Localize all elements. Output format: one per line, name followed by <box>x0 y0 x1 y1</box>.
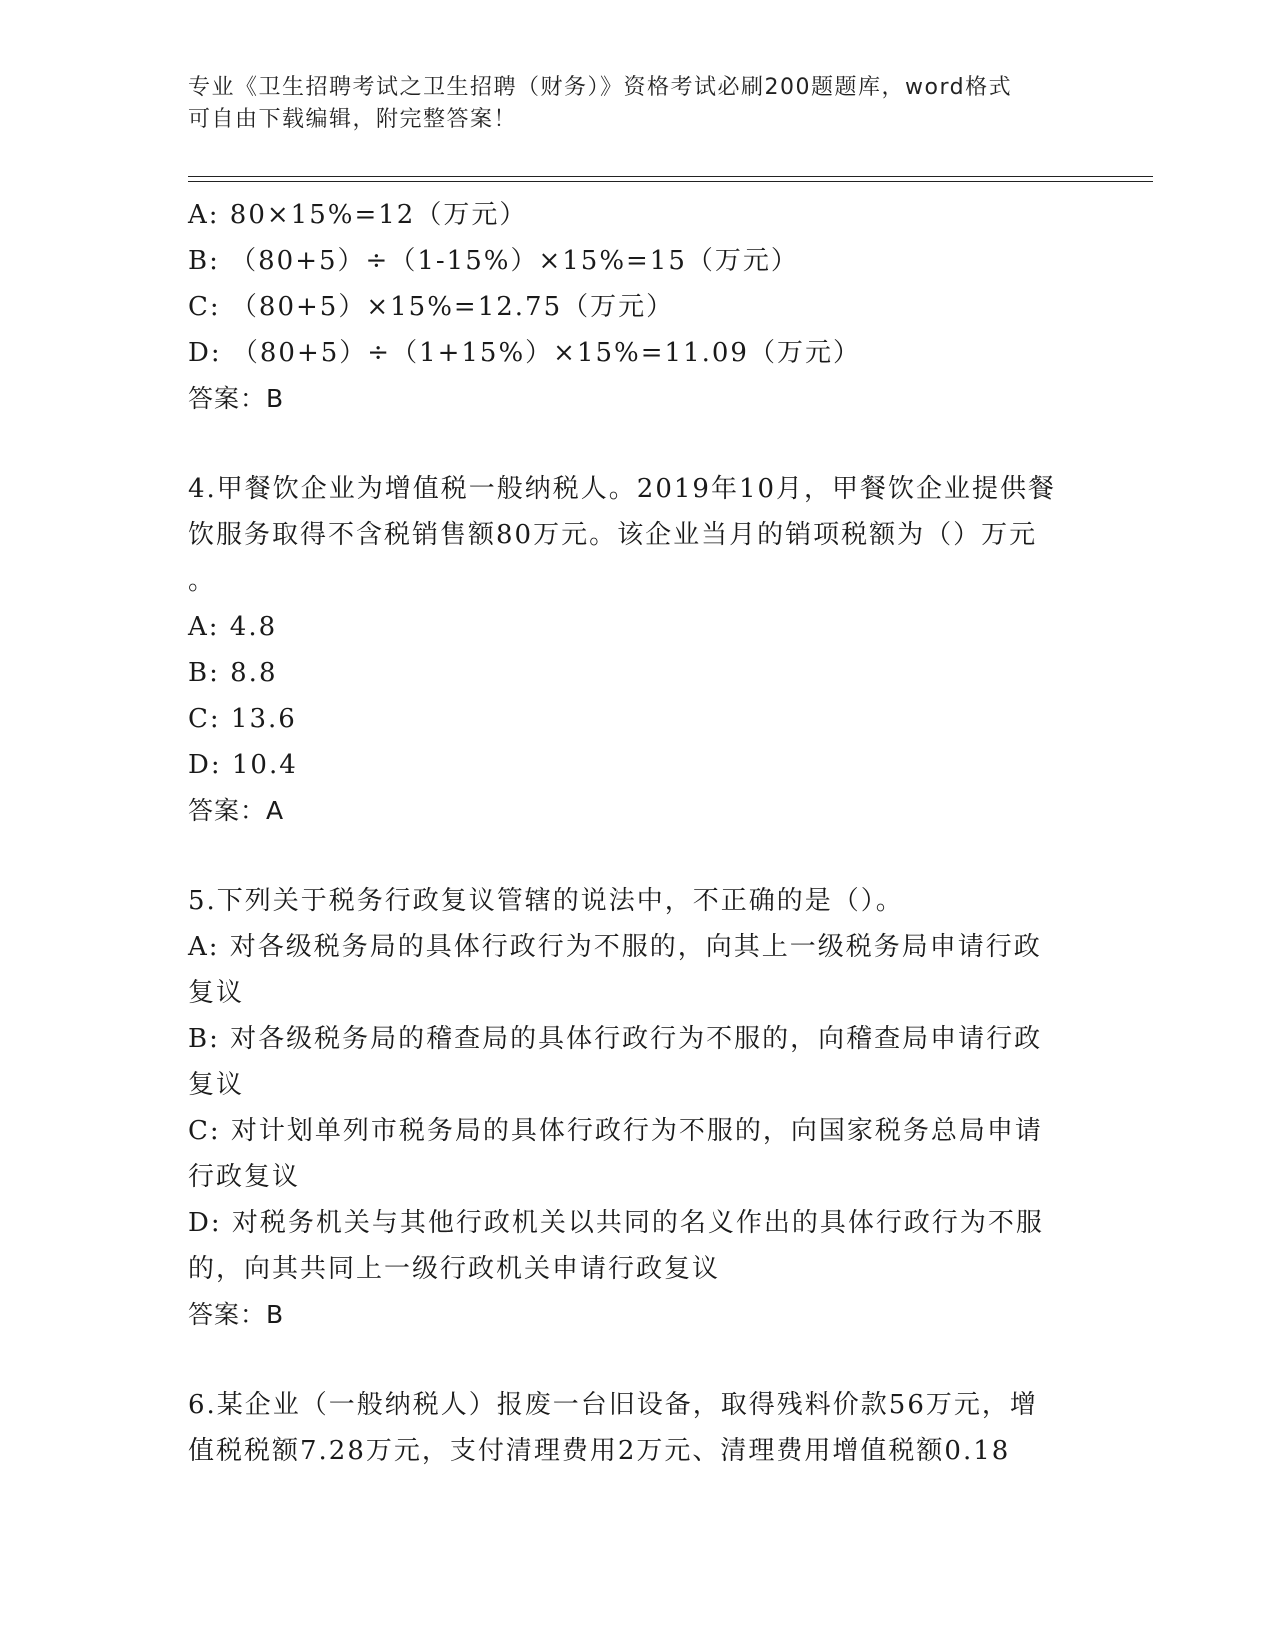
spacer <box>188 834 1088 878</box>
q5-option-c-line-2: 行政复议 <box>188 1162 301 1192</box>
q4-stem-line-3: 。 <box>188 566 217 596</box>
q4-stem-line-1: 4.甲餐饮企业为增值税一般纳税人。2019年10月，甲餐饮企业提供餐 <box>188 474 1057 504</box>
spacer <box>188 422 1088 466</box>
q5-option-b-line-2: 复议 <box>188 1070 245 1100</box>
q4-stem-line-2: 饮服务取得不含税销售额80万元。该企业当月的销项税额为（）万元 <box>188 520 1038 550</box>
q5-stem-line-1: 5.下列关于税务行政复议管辖的说法中，不正确的是（）。 <box>188 886 904 916</box>
header-divider-bottom <box>188 181 1153 182</box>
q5-option-c-line-1: C: 对计划单列市税务局的具体行政行为不服的，向国家税务总局申请 <box>188 1116 1043 1146</box>
q4-option-a: A: 4.8 <box>188 612 278 642</box>
spacer <box>188 1338 1088 1382</box>
q4-option-c: C: 13.6 <box>188 704 297 734</box>
q3-option-d: D: （80+5）÷（1+15%）×15%=11.09（万元） <box>188 338 861 368</box>
q5-option-a-line-2: 复议 <box>188 978 245 1008</box>
q4-option-b: B: 8.8 <box>188 658 278 688</box>
q6-stem-line-1: 6.某企业（一般纳税人）报废一台旧设备，取得残料价款56万元，增 <box>188 1390 1038 1420</box>
document-header <box>188 72 1088 136</box>
header-line-1: 专业《卫生招聘考试之卫生招聘（财务）》资格考试必刷200题题库，word格式 <box>188 75 1013 100</box>
q5-option-d-line-2: 的，向其共同上一级行政机关申请行政复议 <box>188 1254 721 1284</box>
q5-option-d-line-1: D: 对税务机关与其他行政机关以共同的名义作出的具体行政行为不服 <box>188 1208 1044 1238</box>
q4-option-d: D: 10.4 <box>188 750 298 780</box>
q4-answer: 答案：A <box>188 796 285 825</box>
q3-option-b: B: （80+5）÷（1-15%）×15%=15（万元） <box>188 246 799 276</box>
question-content <box>188 192 1088 1474</box>
q3-answer: 答案：B <box>188 384 285 413</box>
header-divider-top <box>188 176 1153 177</box>
header-line-2: 可自由下载编辑，附完整答案！ <box>188 107 518 132</box>
q5-answer: 答案：B <box>188 1300 285 1329</box>
q6-stem-line-2: 值税税额7.28万元，支付清理费用2万元、清理费用增值税额0.18 <box>188 1436 1011 1466</box>
q3-option-a: A: 80×15%=12（万元） <box>188 200 528 230</box>
q3-option-c: C: （80+5）×15%=12.75（万元） <box>188 292 675 322</box>
q5-option-b-line-1: B: 对各级税务局的稽查局的具体行政行为不服的，向稽查局申请行政 <box>188 1024 1043 1054</box>
q5-option-a-line-1: A: 对各级税务局的具体行政行为不服的，向其上一级税务局申请行政 <box>188 932 1042 962</box>
